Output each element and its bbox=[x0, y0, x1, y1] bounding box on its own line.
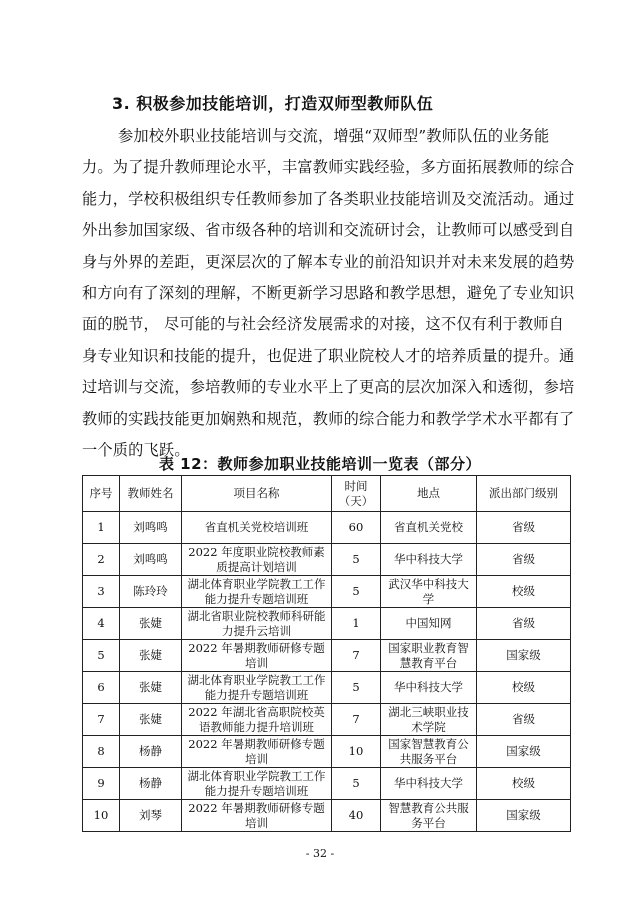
cell-location: 智慧教育公共服务平台 bbox=[381, 800, 477, 832]
paragraph-line: 面的脱节， 尽可能的与社会经济发展需求的对接，这不仅有利于教师自 bbox=[82, 315, 565, 334]
cell-index: 5 bbox=[83, 640, 120, 672]
cell-project: 2022 年暑期教师研修专题培训 bbox=[182, 800, 332, 832]
cell-days: 10 bbox=[332, 736, 381, 768]
cell-teacher: 陈玲玲 bbox=[120, 576, 182, 608]
cell-teacher: 张婕 bbox=[120, 672, 182, 704]
table-header-row bbox=[83, 476, 571, 512]
table-row bbox=[83, 640, 571, 672]
table-row bbox=[83, 800, 571, 832]
cell-project: 2022 年度职业院校教师素质提高计划培训 bbox=[182, 544, 332, 576]
cell-days: 60 bbox=[332, 512, 381, 544]
table-row bbox=[83, 704, 571, 736]
paragraph-line: 参加校外职业技能培训与交流，增强“双师型”教师队伍的业务能 bbox=[118, 127, 550, 145]
cell-teacher: 张婕 bbox=[120, 704, 182, 736]
cell-teacher: 张婕 bbox=[120, 608, 182, 640]
cell-teacher: 张婕 bbox=[120, 640, 182, 672]
cell-level: 校级 bbox=[477, 576, 571, 608]
paragraph-line: 过培训与交流，参培教师的专业水平上了更高的层次加深入和透彻，参培 bbox=[82, 378, 575, 397]
cell-location: 国家智慧教育公共服务平台 bbox=[381, 736, 477, 768]
header-days: 时间（天） bbox=[332, 476, 381, 512]
paragraph-line: 教师的实践技能更加娴熟和规范，教师的综合能力和教学学术水平都有了 bbox=[82, 409, 575, 428]
paragraph-line: 和方向有了深刻的理解，不断更新学习思路和教学思想，避免了专业知识 bbox=[82, 284, 575, 303]
header-index: 序号 bbox=[83, 476, 120, 512]
paragraph-line: 能力，学校积极组织专任教师参加了各类职业技能培训及交流活动。通过 bbox=[82, 189, 575, 208]
table-row bbox=[83, 768, 571, 800]
header-teacher: 教师姓名 bbox=[120, 476, 182, 512]
table-row bbox=[83, 544, 571, 576]
cell-index: 9 bbox=[83, 768, 120, 800]
table-row bbox=[83, 608, 571, 640]
table-row bbox=[83, 512, 571, 544]
cell-index: 1 bbox=[83, 512, 120, 544]
cell-teacher: 刘鸣鸣 bbox=[120, 512, 182, 544]
cell-level: 校级 bbox=[477, 672, 571, 704]
cell-teacher: 杨静 bbox=[120, 736, 182, 768]
cell-level: 省级 bbox=[477, 608, 571, 640]
body-paragraph bbox=[82, 121, 575, 466]
paragraph-line: 外出参加国家级、省市级各种的培训和交流研讨会，让教师可以感受到自 bbox=[82, 221, 575, 240]
cell-level: 国家级 bbox=[477, 800, 571, 832]
header-project: 项目名称 bbox=[182, 476, 332, 512]
cell-location: 武汉华中科技大学 bbox=[381, 576, 477, 608]
cell-days: 5 bbox=[332, 768, 381, 800]
cell-days: 5 bbox=[332, 544, 381, 576]
cell-location: 华中科技大学 bbox=[381, 768, 477, 800]
cell-level: 校级 bbox=[477, 768, 571, 800]
cell-index: 6 bbox=[83, 672, 120, 704]
cell-project: 湖北省职业院校教师科研能力提升云培训 bbox=[182, 608, 332, 640]
table-row bbox=[83, 576, 571, 608]
table-row bbox=[83, 672, 571, 704]
table-caption: 表 12：教师参加职业技能培训一览表（部分） bbox=[158, 455, 482, 473]
header-level: 派出部门级别 bbox=[477, 476, 571, 512]
cell-days: 7 bbox=[332, 640, 381, 672]
page-number: - 32 - bbox=[305, 847, 335, 860]
cell-location: 华中科技大学 bbox=[381, 672, 477, 704]
cell-project: 2022 年湖北省高职院校英语教师能力提升培训班 bbox=[182, 704, 332, 736]
cell-index: 4 bbox=[83, 608, 120, 640]
cell-index: 3 bbox=[83, 576, 120, 608]
cell-index: 7 bbox=[83, 704, 120, 736]
paragraph-line: 力。为了提升教师理论水平，丰富教师实践经验，多方面拓展教师的综合 bbox=[82, 158, 575, 177]
cell-location: 湖北三峡职业技术学院 bbox=[381, 704, 477, 736]
cell-teacher: 杨静 bbox=[120, 768, 182, 800]
cell-days: 1 bbox=[332, 608, 381, 640]
paragraph-line: 一个质的飞跃。 bbox=[82, 441, 190, 460]
cell-location: 省直机关党校 bbox=[381, 512, 477, 544]
cell-project: 2022 年暑期教师研修专题培训 bbox=[182, 736, 332, 768]
cell-days: 5 bbox=[332, 672, 381, 704]
cell-level: 省级 bbox=[477, 512, 571, 544]
cell-index: 2 bbox=[83, 544, 120, 576]
cell-project: 省直机关党校培训班 bbox=[182, 512, 332, 544]
cell-level: 省级 bbox=[477, 544, 571, 576]
cell-project: 湖北体育职业学院教工工作能力提升专题培训班 bbox=[182, 768, 332, 800]
cell-days: 7 bbox=[332, 704, 381, 736]
cell-location: 国家职业教育智慧教育平台 bbox=[381, 640, 477, 672]
cell-project: 2022 年暑期教师研修专题培训 bbox=[182, 640, 332, 672]
cell-teacher: 刘琴 bbox=[120, 800, 182, 832]
cell-location: 中国知网 bbox=[381, 608, 477, 640]
cell-index: 8 bbox=[83, 736, 120, 768]
paragraph-line: 身专业知识和技能的提升，也促进了职业院校人才的培养质量的提升。通 bbox=[82, 346, 575, 365]
paragraph-line: 身与外界的差距，更深层次的了解本专业的前沿知识并对未来发展的趋势 bbox=[82, 252, 575, 271]
cell-project: 湖北体育职业学院教工工作能力提升专题培训班 bbox=[182, 672, 332, 704]
cell-project: 湖北体育职业学院教工工作能力提升专题培训班 bbox=[182, 576, 332, 608]
header-location: 地点 bbox=[381, 476, 477, 512]
cell-days: 5 bbox=[332, 576, 381, 608]
cell-index: 10 bbox=[83, 800, 120, 832]
table-row bbox=[83, 736, 571, 768]
cell-teacher: 刘鸣鸣 bbox=[120, 544, 182, 576]
cell-days: 40 bbox=[332, 800, 381, 832]
cell-level: 省级 bbox=[477, 704, 571, 736]
cell-location: 华中科技大学 bbox=[381, 544, 477, 576]
training-table bbox=[82, 475, 571, 832]
cell-level: 国家级 bbox=[477, 640, 571, 672]
cell-level: 国家级 bbox=[477, 736, 571, 768]
section-heading: 3. 积极参加技能培训，打造双师型教师队伍 bbox=[112, 94, 434, 113]
